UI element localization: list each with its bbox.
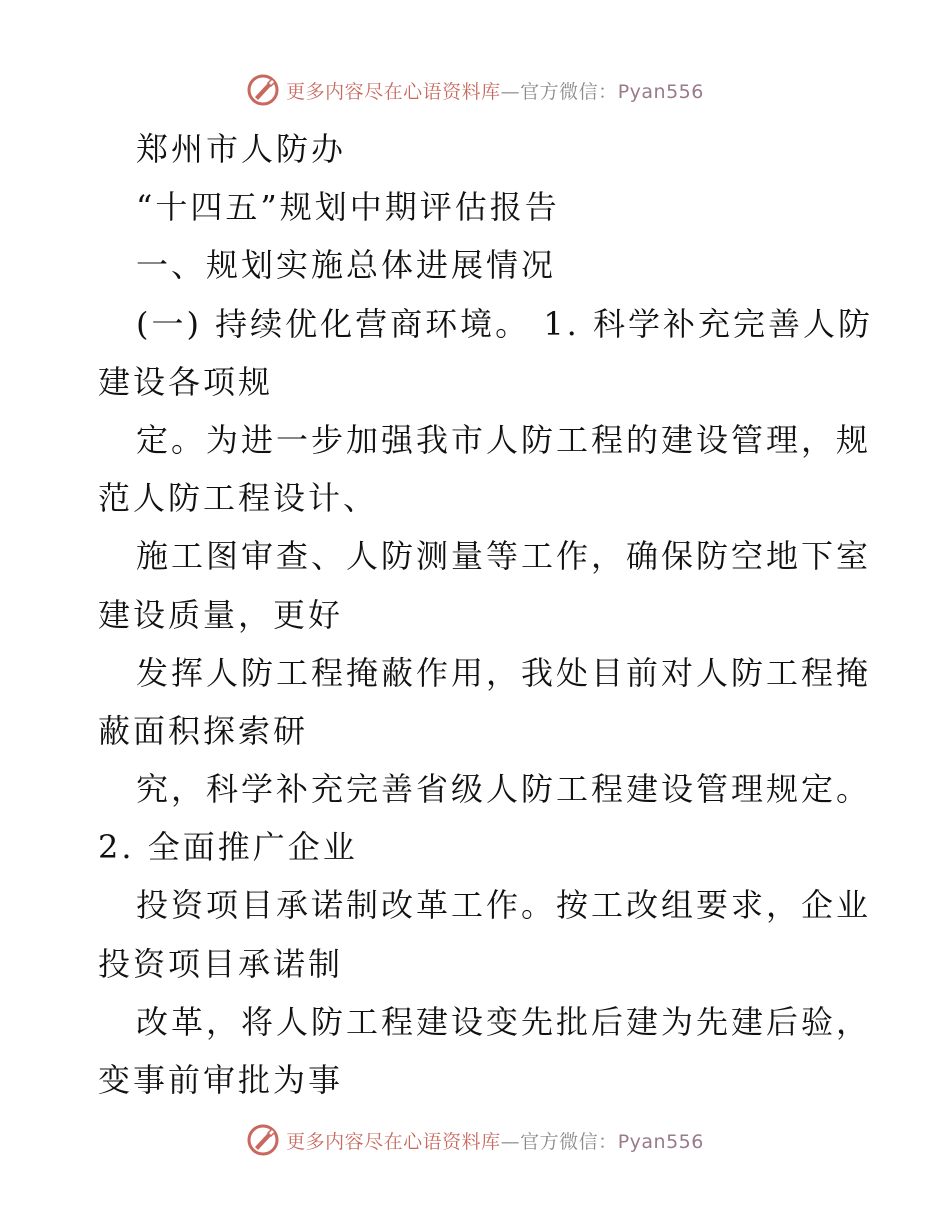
paragraph-line: 2. 全面推广企业 xyxy=(98,828,358,867)
watermark-header xyxy=(0,70,950,110)
paragraph-line: 蔽面积探索研 xyxy=(98,711,309,750)
paragraph-line: 究，科学补充完善省级人防工程建设管理规定。 xyxy=(136,770,872,809)
paragraph-line: 建设各项规 xyxy=(98,362,274,401)
paragraph-line: 变事前审批为事 xyxy=(98,1061,344,1099)
document-body xyxy=(98,120,874,1109)
paragraph-line: 投资项目承诺制改革工作。按工改组要求，企业 xyxy=(136,886,872,925)
paragraph-line: 发挥人防工程掩蔽作用，我处目前对人防工程掩 xyxy=(136,653,872,692)
section-heading: 一、规划实施总体进展情况 xyxy=(136,246,557,285)
paragraph-line: 改革，将人防工程建设变先批后建为先建后验， xyxy=(136,1002,872,1041)
paragraph-line: 投资项目承诺制 xyxy=(98,944,344,983)
watermark-text: 更多内容尽在心语资料库—官方微信：Pyan556 xyxy=(286,80,704,103)
pen-logo-icon xyxy=(246,73,280,107)
doc-org-title: 郑州市人防办 xyxy=(136,130,347,168)
watermark-text: 更多内容尽在心语资料库—官方微信：Pyan556 xyxy=(286,1130,704,1153)
paragraph-line: 施工图审查、人防测量等工作，确保防空地下室 xyxy=(136,537,872,576)
pen-logo-icon xyxy=(246,1123,280,1157)
doc-report-title: “十四五”规划中期评估报告 xyxy=(136,188,560,227)
paragraph-line: 建设质量，更好 xyxy=(98,595,344,634)
paragraph-line: 范人防工程设计、 xyxy=(98,479,379,518)
paragraph-line: 定。为进一步加强我市人防工程的建设管理，规 xyxy=(136,420,872,459)
watermark-footer xyxy=(0,1120,950,1160)
paragraph-line: (一) 持续优化营商环境。 1. 科学补充完善人防 xyxy=(136,304,874,343)
